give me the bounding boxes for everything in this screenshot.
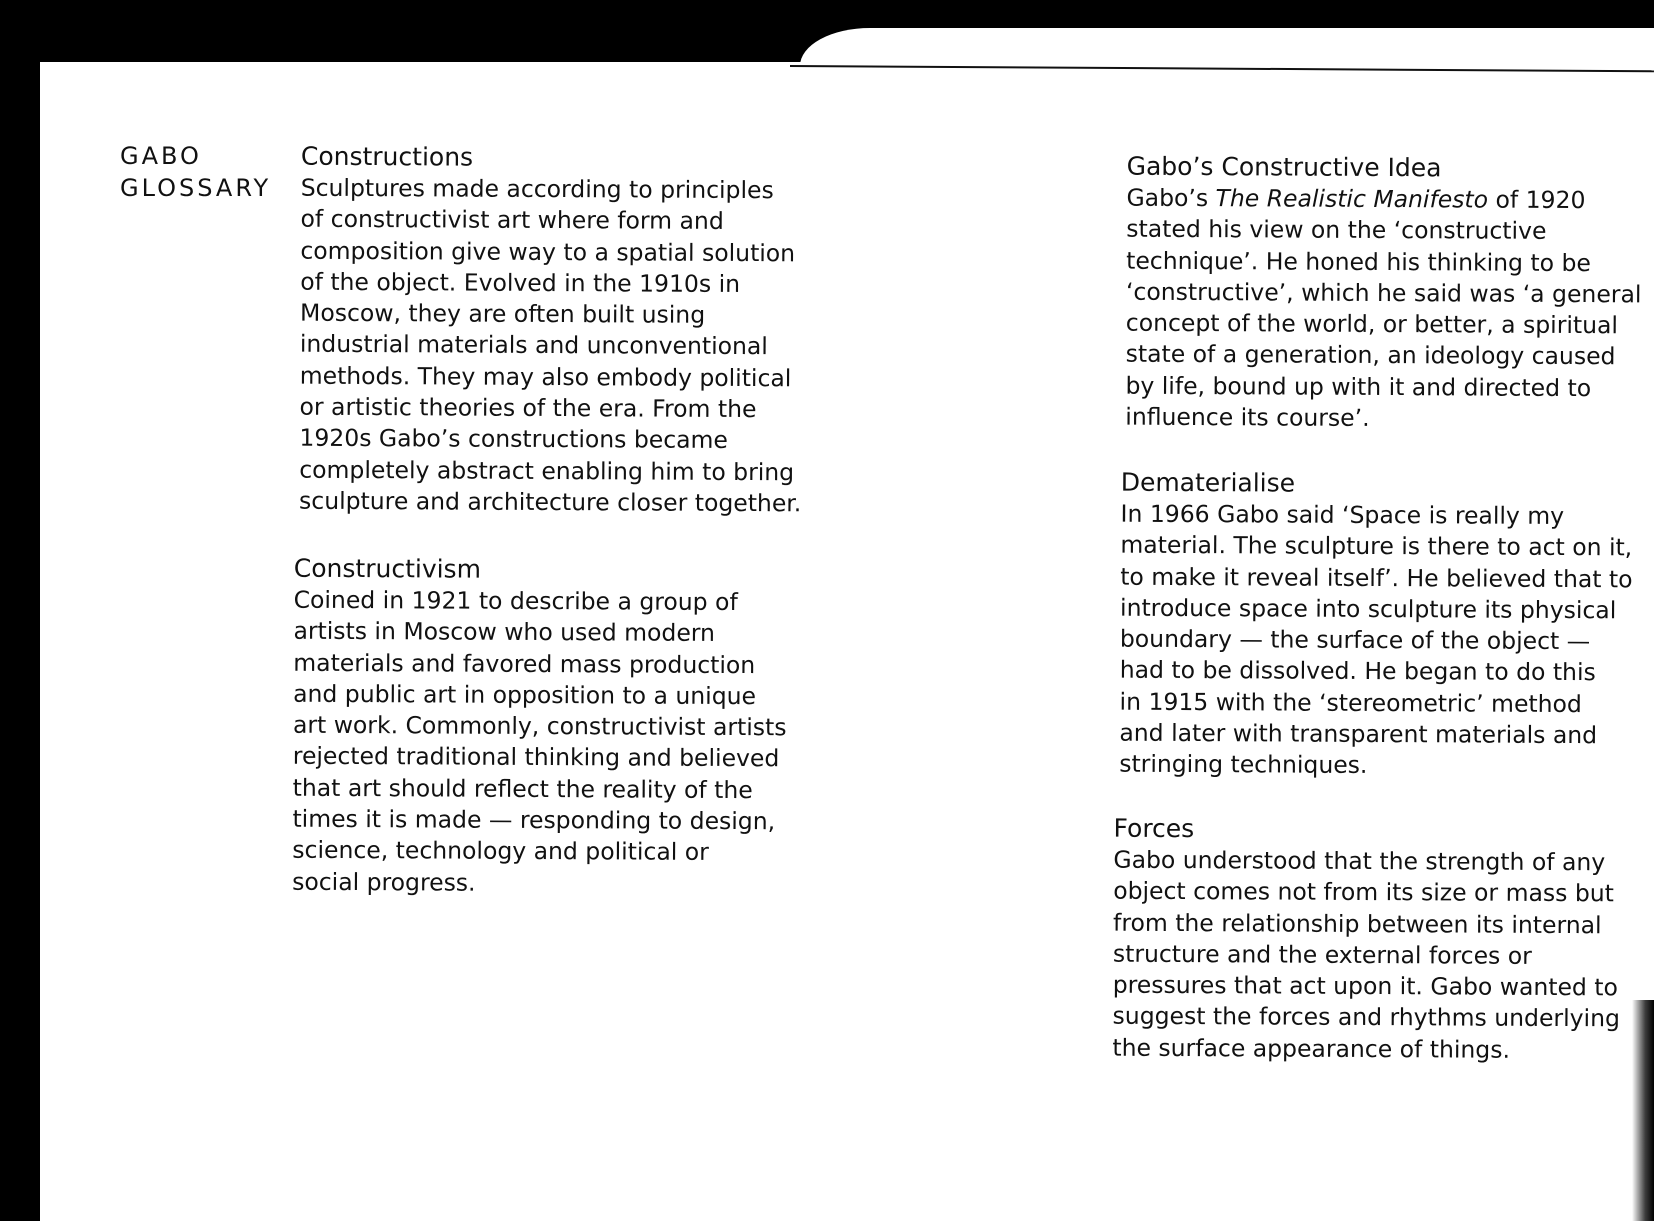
definition-line: Coined in 1921 to describe a group of [293,585,738,617]
line-suffix: of 1920 [1487,185,1586,215]
definition-line: to make it reveal itself’. He believed that to [1120,562,1633,593]
definition-line: composition give way to a spatial solution [300,236,796,267]
definition-line: rejected traditional thinking and believed [292,742,780,773]
definition-line: materials and favored mass production [293,648,756,679]
definition-line: Sculptures made according to principles [300,173,774,205]
definition-line: times it is made — responding to design, [292,804,776,836]
definition-line: social progress. [292,867,476,897]
page-edge-shadow [1632,1000,1654,1221]
entry-definition [299,173,803,520]
definition-line: in 1915 with the ‘stereometric’ method [1119,687,1582,718]
definition-line: suggest the forces and rhythms underlying [1112,1002,1620,1033]
glossary-title-line1: GABO [120,142,202,170]
definition-line: and later with transparent materials and [1119,718,1598,750]
definition-line: object comes not from its size or mass but [1113,876,1614,908]
entry-definition [292,585,787,901]
definition-line [1126,183,1642,217]
definition-line: Gabo understood that the strength of any [1113,845,1606,877]
definition-line: concept of the world, or better, a spiritual [1125,308,1619,340]
definition-line: or artistic theories of the era. From the [299,392,757,424]
manifesto-title: The Realistic Manifesto [1215,184,1489,214]
definition-line: structure and the external forces or [1112,939,1532,970]
definition-line: stringing techniques. [1119,750,1368,780]
entry-definition [1125,183,1642,436]
line-prefix: Gabo’s [1126,183,1216,213]
definition-line: sculpture and architecture closer together. [299,486,802,518]
definition-line: material. The sculpture is there to act on it, [1120,530,1633,562]
definition-line: influence its course’. [1125,402,1370,433]
definition-line: state of a generation, an ideology caused [1125,340,1616,371]
definition-line: by life, bound up with it and directed to [1125,371,1592,402]
entry-term: Dematerialise [1120,467,1296,498]
definition-line: the surface appearance of things. [1112,1033,1511,1064]
entry-term: Constructivism [293,553,482,584]
entry-term: Forces [1113,813,1195,844]
definition-line: and public art in opposition to a unique [293,679,757,711]
glossary-entry-forces [1112,812,1621,1067]
glossary-entry-constructive-idea [1125,150,1642,436]
definition-line: technique’. He honed his thinking to be [1126,246,1591,277]
definition-line: that art should reflect the reality of the [292,773,753,804]
glossary-entry-constructions [299,140,803,520]
definition-line: In 1966 Gabo said ‘Space is really my [1120,499,1565,530]
definition-line: had to be dissolved. He began to do this [1119,656,1596,687]
definition-line: 1920s Gabo’s constructions became [299,424,729,455]
definition-line: methods. They may also embody political [299,361,792,393]
definition-line: industrial materials and unconventional [299,330,768,361]
definition-line: ‘constructive’, which he said was ‘a general [1125,277,1642,309]
definition-line: of the object. Evolved in the 1910s in [300,267,741,298]
definition-line: science, technology and political or [292,836,709,867]
definition-line: of constructivist art where form and [300,204,724,236]
glossary-entry-constructivism [292,552,787,901]
definition-line: completely abstract enabling him to bring [299,455,795,486]
glossary-entry-dematerialise [1119,466,1633,783]
glossary-title-line2: GLOSSARY [120,174,272,202]
definition-line: pressures that act upon it. Gabo wanted to [1112,970,1619,1002]
entry-definition [1119,499,1633,783]
definition-line: art work. Commonly, constructivist artists [292,710,787,742]
glossary-title [120,140,271,204]
definition-line: introduce space into sculpture its physical [1120,593,1617,625]
definition-line: stated his view on the ‘constructive [1126,214,1547,246]
entry-definition [1112,845,1620,1067]
definition-line: artists in Moscow who used modern [293,617,716,648]
entry-term: Gabo’s Constructive Idea [1126,151,1442,183]
definition-line: Moscow, they are often built using [300,298,706,329]
definition-line: boundary — the surface of the object — [1119,624,1591,656]
definition-line: from the relationship between its internal [1113,908,1602,939]
entry-term: Constructions [300,141,474,172]
